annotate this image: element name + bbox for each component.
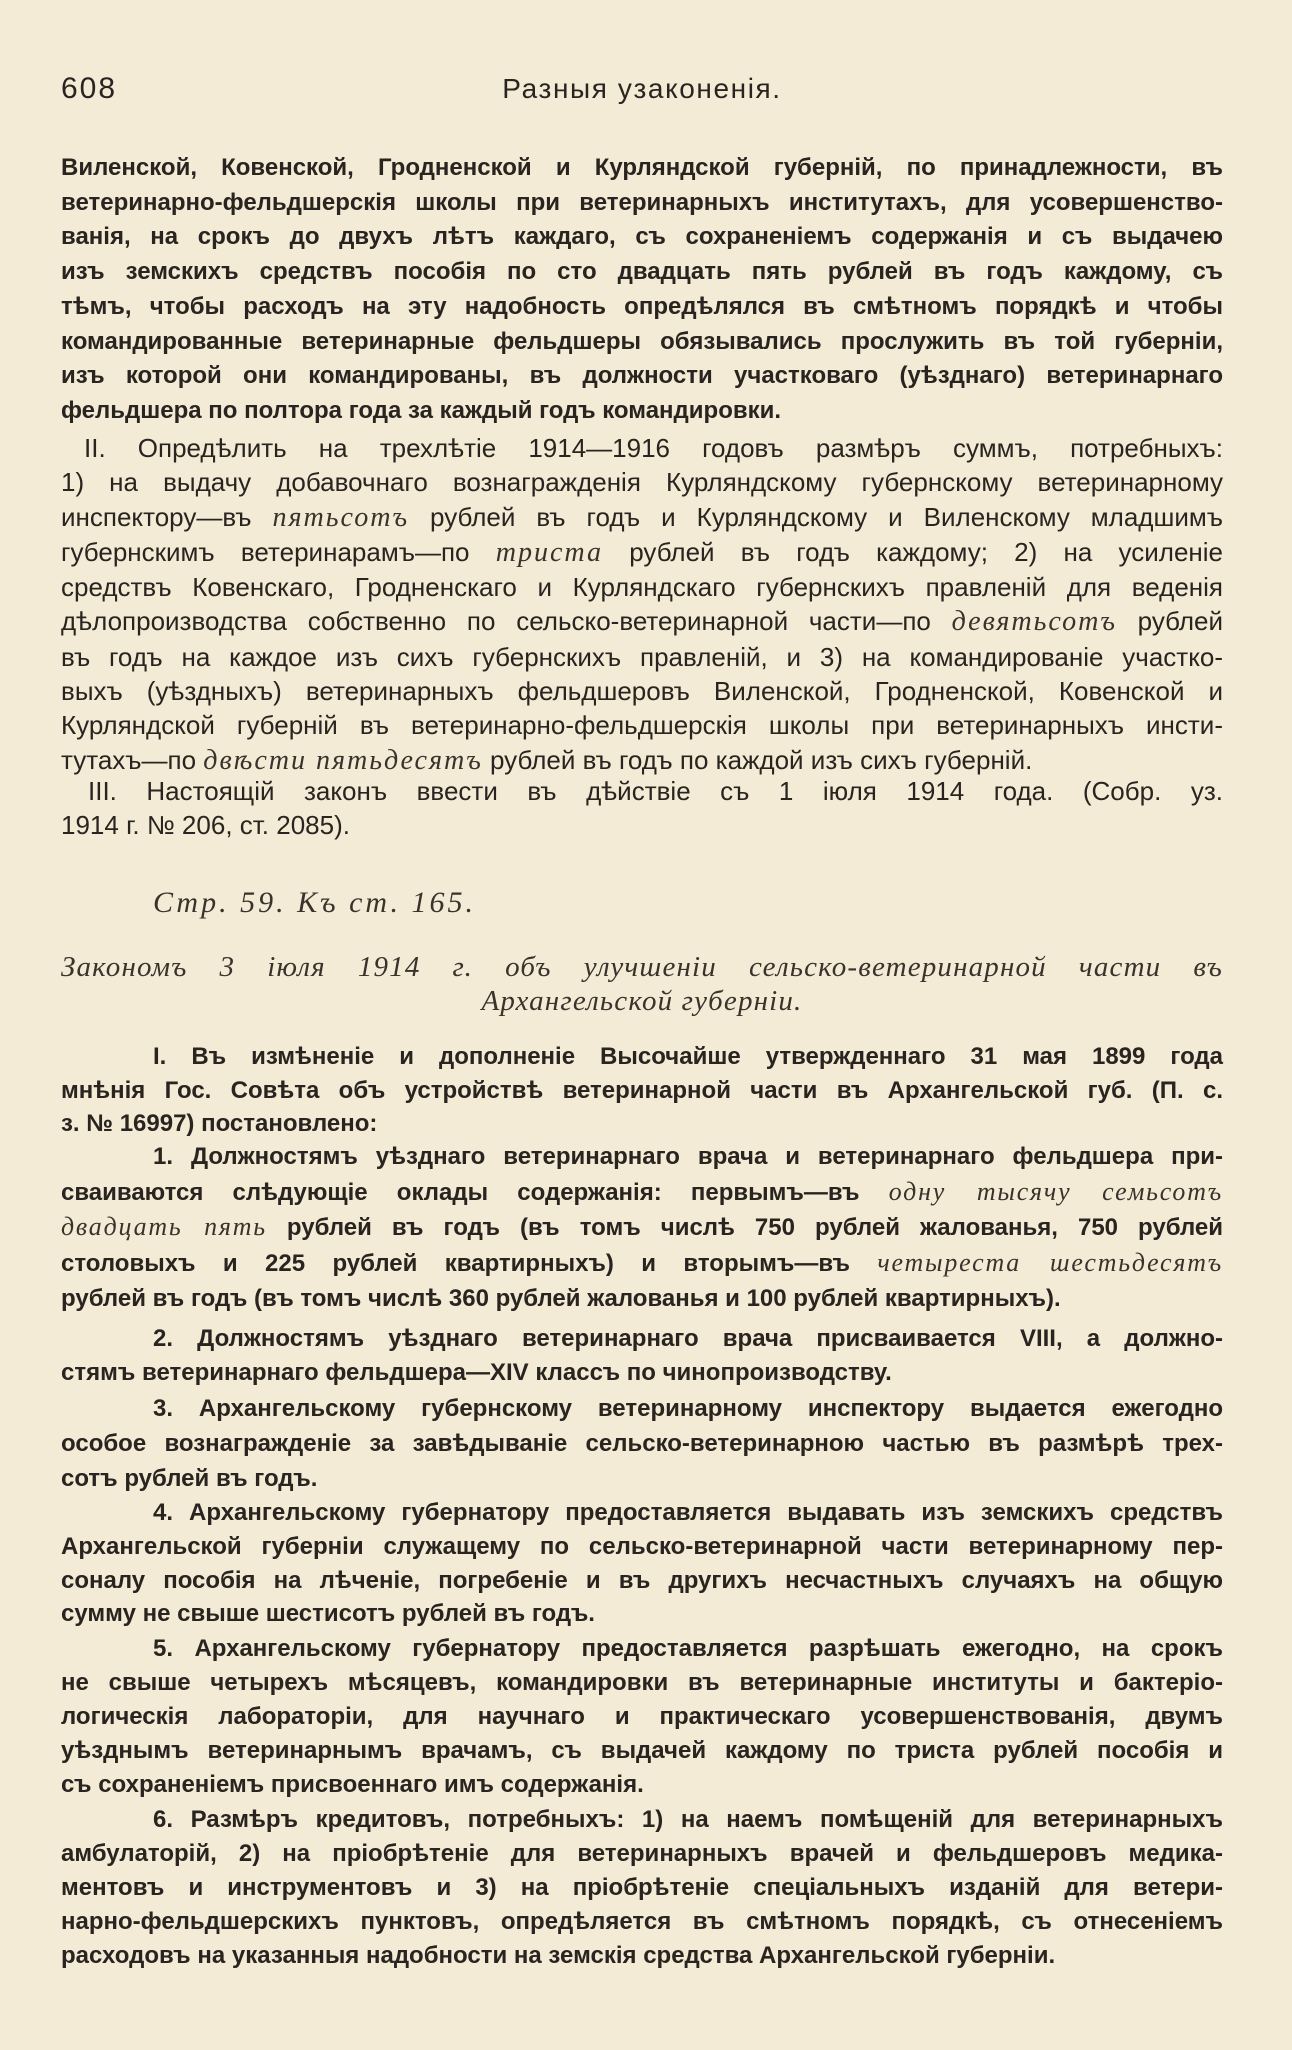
text-run: не свыше четырехъ мѣсяцевъ, командировки въ ветеринарные институты и бактеріо- [61, 1669, 1223, 1696]
running-title: Разныя узаконенія. [502, 73, 782, 104]
text-line [61, 1632, 1223, 1666]
text-line [61, 1734, 1223, 1768]
text-run: Виленской, Ковенской, Гродненской и Курляндской губерній, по принадлежности, въ [61, 154, 1223, 181]
emphasized-text: пятьсотъ [272, 501, 410, 533]
text-run: расходовъ на указанныя надобности на земскія средства Архангельской губерніи. [61, 1942, 1056, 1969]
text-run: II. Опредѣлить на трехлѣтіе 1914—1916 годовъ размѣръ суммъ, потребныхъ: [84, 433, 1223, 463]
text-run: въ годъ на каждое изъ сихъ губернскихъ правленій, и 3) на командированіе участко- [61, 641, 1223, 672]
text-line [61, 1210, 1223, 1246]
text-run: 2. Должностямъ уѣзднаго ветеринарнаго врача присваивается VIII, а должно- [153, 1325, 1223, 1352]
text-run: рублей въ годъ (въ томъ числѣ 360 рублей жалованья и 100 рублей квартирныхъ). [61, 1284, 1061, 1312]
text-run: командированные ветеринарные фельдшеры обязывались прослужить въ той губерніи, [61, 327, 1223, 355]
text-run: Стр. 59. Къ ст. 165. [153, 886, 476, 919]
text-run: изъ которой они командированы, въ должности участковаго (уѣзднаго) ветеринарнаго [61, 362, 1223, 390]
text-line [61, 255, 1223, 290]
text-line [61, 465, 1223, 499]
text-run: 1) на выдачу добавочнаго вознагражденія Курляндскому губернскому ветеринарному [61, 467, 1223, 498]
text-line [61, 604, 1223, 639]
text-line [61, 1246, 1223, 1282]
text-run: изъ земскихъ средствъ пособія по сто двадцать пять рублей въ годъ каждому, съ [61, 258, 1223, 286]
paragraph-continuation [61, 151, 1223, 429]
text-line [61, 220, 1223, 255]
text-line [61, 950, 1223, 984]
text-run: ветеринарно-фельдшерскія школы при ветеринарныхъ институтахъ, для усовершенство- [61, 188, 1223, 216]
text-run: инспектору—въ [61, 501, 273, 532]
text-line [61, 640, 1223, 674]
page-header [61, 70, 1223, 108]
text-run: выхъ (уѣздныхъ) ветеринарныхъ фельдшеровъ Виленской, Гродненской, Ковенской и [61, 676, 1223, 707]
text-line [61, 570, 1223, 604]
text-run: Курляндской губерній въ ветеринарно-фельдшерскія школы при ветеринарныхъ инсти- [61, 710, 1223, 741]
text-line [61, 1905, 1223, 1939]
text-run: средствъ Ковенскаго, Гродненскаго и Курляндскаго губернскихъ правленій для веденія [61, 572, 1223, 603]
emphasized-text: четыреста шестьдесятъ [877, 1248, 1223, 1278]
text-line [61, 1564, 1223, 1598]
text-run: столовыхъ и 225 рублей квартирныхъ) и вторымъ—въ [61, 1250, 878, 1278]
text-run: сваиваются слѣдующіе оклады содержанія: первымъ—въ [61, 1178, 889, 1206]
clause-2 [61, 1322, 1223, 1390]
text-line [61, 1426, 1223, 1461]
text-line [61, 1803, 1223, 1837]
text-line [61, 1107, 1223, 1141]
text-run: амбулаторій, 2) на пріобрѣтеніе для ветеринарныхъ врачей и фельдшеровъ медика- [61, 1840, 1223, 1867]
text-line [61, 1837, 1223, 1871]
clause-1 [61, 1140, 1223, 1317]
text-line [153, 884, 1223, 922]
text-run: особое вознагражденіе за завѣдываніе сельско-ветеринарною частью въ размѣрѣ трех- [61, 1430, 1223, 1457]
paragraph-i [61, 1040, 1223, 1141]
text-run: Закономъ 3 іюля 1914 г. объ улучшеніи сельско-ветеринарной части въ [61, 951, 1223, 983]
text-run: сумму не свыше шестисотъ рублей въ годъ. [61, 1600, 595, 1628]
text-line [61, 674, 1223, 708]
text-run: 1. Должностямъ уѣзднаго ветеринарнаго врача и ветеринарнаго фельдшера при- [153, 1143, 1223, 1170]
text-line [61, 1939, 1223, 1973]
clause-6 [61, 1803, 1223, 1973]
text-line [61, 500, 1223, 535]
text-line [61, 535, 1223, 570]
text-line [61, 708, 1223, 742]
page-number: 608 [61, 72, 118, 105]
text-line [61, 290, 1223, 325]
text-line [61, 1040, 1223, 1074]
text-line [61, 1666, 1223, 1700]
text-run: логическія лабораторіи, для научнаго и практическаго усовершенствованія, двумъ [61, 1703, 1223, 1730]
text-run: ванія, на срокъ до двухъ лѣтъ каждаго, съ сохраненіемъ содержанія и съ выдачею [61, 223, 1223, 251]
text-line [61, 1768, 1223, 1802]
text-line [61, 743, 1223, 778]
text-run: соналу пособія на лѣченіе, погребеніе и въ другихъ несчастныхъ случаяхъ на общую [61, 1566, 1223, 1594]
clause-4 [61, 1496, 1223, 1631]
text-line [61, 151, 1223, 186]
text-run: Архангельской губерніи. [481, 985, 803, 1018]
text-line [61, 1597, 1223, 1631]
text-line [61, 1175, 1223, 1211]
text-run: рублей въ годъ и Курляндскому и Виленскому младшимъ [409, 501, 1223, 532]
text-run: тѣмъ, чтобы расходъ на эту надобность опредѣлялся въ смѣтномъ порядкѣ и чтобы [61, 292, 1223, 320]
text-line [61, 1871, 1223, 1905]
clause-5 [61, 1632, 1223, 1802]
text-line [61, 431, 1223, 465]
text-line [61, 808, 1223, 842]
text-run: рублей [1116, 606, 1224, 637]
text-line [61, 325, 1223, 360]
text-line [61, 394, 1223, 429]
text-run: 6. Размѣръ кредитовъ, потребныхъ: 1) на наемъ помѣщеній для ветеринарныхъ [153, 1806, 1223, 1833]
emphasized-text: двадцать пять [61, 1212, 267, 1242]
text-run: III. Настоящій законъ ввести въ дѣйствіе съ 1 іюля 1914 года. (Собр. уз. [88, 776, 1223, 806]
text-line [61, 1461, 1223, 1496]
text-run: уѣзднымъ ветеринарнымъ врачамъ, съ выдачей каждому по триста рублей пособія и [61, 1737, 1223, 1764]
text-run: з. № 16997) постановлено: [61, 1110, 378, 1137]
text-line [61, 1530, 1223, 1564]
text-run: стямъ ветеринарнаго фельдшера—XIV классъ по чинопроизводству. [61, 1359, 892, 1386]
text-run: рублей въ годъ каждому; 2) на усиленіе [603, 536, 1224, 567]
text-run: сотъ рублей въ годъ. [61, 1465, 318, 1492]
text-run: Архангельской губерніи служащему по сельско-ветеринарной части ветеринарному пер- [61, 1532, 1223, 1560]
text-line [61, 186, 1223, 221]
text-line [61, 1391, 1223, 1426]
text-run: I. Въ измѣненіе и дополненіе Высочайше утвержденнаго 31 мая 1899 года [153, 1043, 1223, 1070]
text-run: тутахъ—по [61, 744, 204, 775]
text-line [61, 1496, 1223, 1530]
text-run: 3. Архангельскому губернскому ветеринарному инспектору выдается ежегодно [153, 1395, 1223, 1422]
text-run: 1914 г. № 206, ст. 2085). [61, 810, 350, 840]
page-reference [61, 884, 1223, 922]
text-line [61, 1700, 1223, 1734]
text-line [61, 359, 1223, 394]
text-line [61, 1282, 1223, 1317]
text-run: съ сохраненіемъ присвоеннаго имъ содержанія. [61, 1771, 644, 1798]
emphasized-text: двѣсти пятьдесятъ [203, 744, 483, 776]
text-line [61, 1074, 1223, 1108]
section-heading [61, 950, 1223, 1019]
text-line [61, 984, 1223, 1018]
text-run: 4. Архангельскому губернатору предоставляется выдавать изъ земскихъ средствъ [153, 1499, 1223, 1526]
text-run: дѣлопроизводства собственно по сельско-ветеринарной части—по [61, 606, 952, 637]
text-run: ментовъ и инструментовъ и 3) на пріобрѣтеніе спеціальныхъ изданій для ветери- [61, 1874, 1223, 1901]
text-run: нарно-фельдшерскихъ пунктовъ, опредѣляется въ смѣтномъ порядкѣ, съ отнесеніемъ [61, 1908, 1223, 1935]
text-line [61, 1140, 1223, 1175]
text-run: 5. Архангельскому губернатору предоставляется разрѣшать ежегодно, на срокъ [153, 1635, 1223, 1662]
text-line [61, 1356, 1223, 1390]
clause-3 [61, 1391, 1223, 1496]
paragraph-ii [61, 431, 1223, 778]
text-run: мнѣнія Гос. Совѣта объ устройствѣ ветеринарной части въ Архангельской губ. (П. с. [61, 1076, 1223, 1104]
text-run: губернскимъ ветеринарамъ—по [61, 536, 496, 567]
text-run: фельдшера по полтора года за каждый годъ командировки. [61, 396, 782, 424]
text-run: рублей въ годъ (въ томъ числѣ 750 рублей жалованья, 750 рублей [266, 1214, 1223, 1242]
emphasized-text: одну тысячу семьсотъ [888, 1176, 1223, 1206]
text-line [61, 1322, 1223, 1356]
text-run: рублей въ годъ по каждой изъ сихъ губерній. [482, 744, 1033, 775]
text-line [61, 774, 1223, 808]
emphasized-text: триста [495, 536, 603, 568]
paragraph-iii [61, 774, 1223, 842]
emphasized-text: девятьсотъ [951, 606, 1117, 638]
